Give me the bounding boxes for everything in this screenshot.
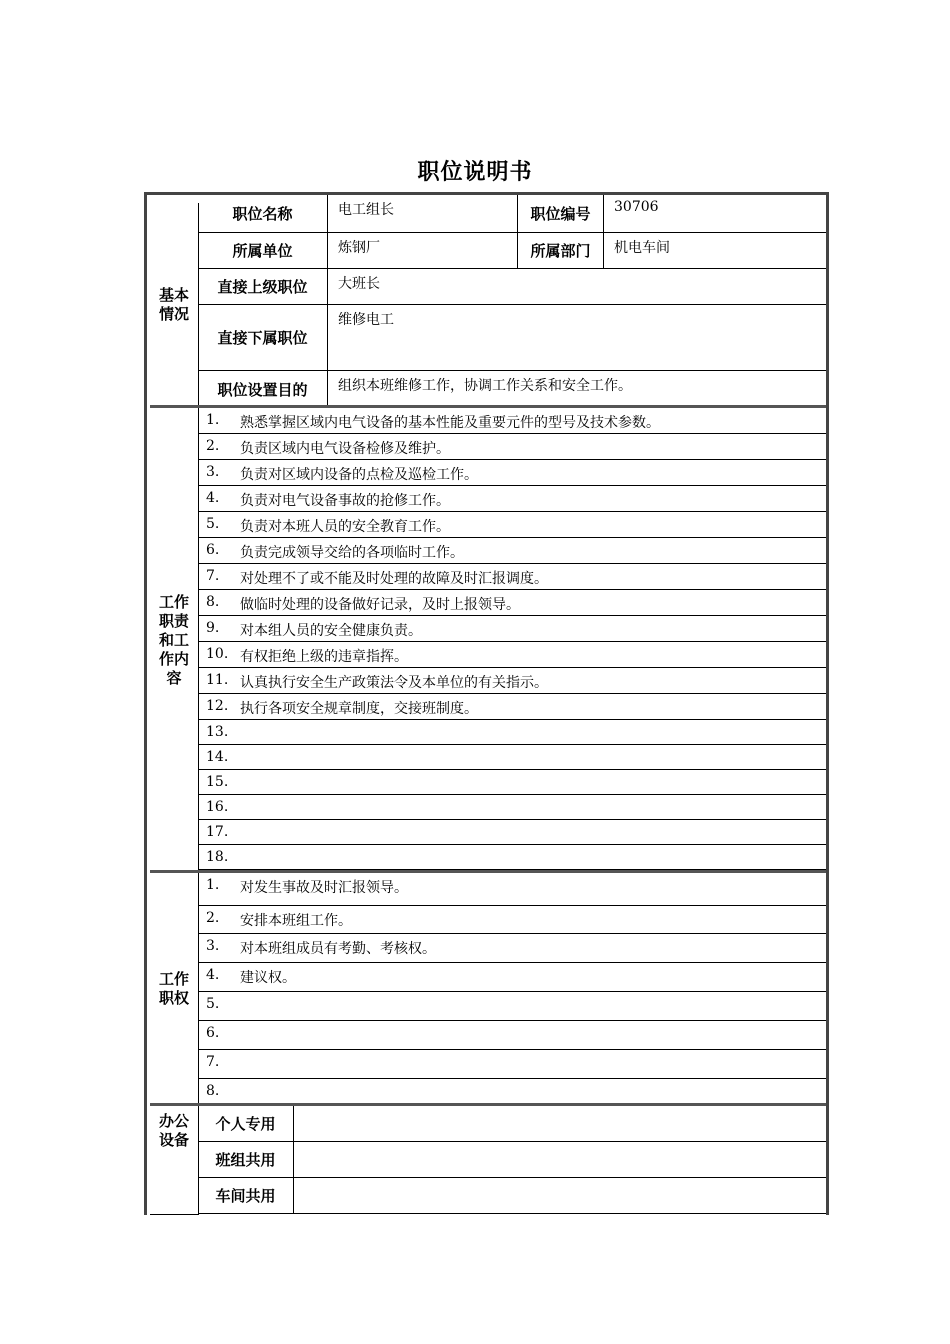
list-item [198,642,826,668]
item-number: 9. [206,620,220,636]
item-number: 7. [206,568,220,584]
list-item [198,720,826,745]
item-number: 5. [206,996,220,1012]
item-text: 负责完成领导交给的各项临时工作。 [240,545,464,561]
row-unit [198,233,826,269]
duties-label [150,408,199,872]
row-purpose [198,371,826,407]
list-item [198,694,826,720]
duties-list [198,408,826,870]
list-item [198,745,826,770]
item-number: 18. [206,849,229,865]
item-number: 4. [206,967,220,983]
item-text: 负责对区域内设备的点检及巡检工作。 [240,467,478,483]
unit-value: 炼钢厂 [328,233,518,268]
position-name-label: 职位名称 [198,195,328,232]
list-item [198,845,826,870]
item-text: 对发生事故及时汇报领导。 [240,880,408,896]
item-text: 对本班组成员有考勤、考核权。 [240,941,436,957]
list-item [198,873,826,906]
basic-info-section [150,195,826,407]
purpose-value: 组织本班维修工作，协调工作关系和安全工作。 [338,378,632,394]
list-item [198,486,826,512]
list-item [198,963,826,992]
dept-value: 机电车间 [614,240,670,256]
item-number: 2. [206,438,220,454]
position-name-value: 电工组长 [328,195,518,232]
item-number: 6. [206,542,220,558]
list-item [198,934,826,963]
item-number: 8. [206,1083,220,1099]
item-number: 17. [206,824,229,840]
list-item [198,1050,826,1079]
equipment-label [150,1106,199,1215]
item-number: 8. [206,594,220,610]
list-item [198,795,826,820]
list-item [198,590,826,616]
item-number: 6. [206,1025,220,1041]
superior-label: 直接上级职位 [198,269,328,304]
equipment-row-label: 车间共用 [198,1178,294,1213]
item-number: 10. [206,646,229,662]
item-number: 11. [206,672,229,688]
equipment-row-label: 班组共用 [198,1142,294,1177]
unit-label: 所属单位 [198,233,328,268]
subordinate-label: 直接下属职位 [198,305,328,370]
superior-value: 大班长 [338,276,380,292]
item-text: 负责对本班人员的安全教育工作。 [240,519,450,535]
equipment-list [198,1106,826,1214]
item-text: 做临时处理的设备做好记录，及时上报领导。 [240,597,520,613]
item-number: 2. [206,910,220,926]
basic-info-label [150,203,199,407]
list-item [198,538,826,564]
list-item [198,820,826,845]
item-text: 负责对电气设备事故的抢修工作。 [240,493,450,509]
basic-info-label-text: 基本 情况 [158,286,189,323]
item-number: 14. [206,749,229,765]
item-number: 16. [206,799,229,815]
item-text: 熟悉掌握区域内电气设备的基本性能及重要元件的型号及技术参数。 [240,415,660,431]
item-text: 对本组人员的安全健康负责。 [240,623,422,639]
duties-label-text: 工作 职责 和工 作内 容 [158,592,189,687]
list-item [198,770,826,795]
equipment-row-value [294,1142,826,1177]
page-title: 职位说明书 [417,160,533,185]
subordinate-value: 维修电工 [338,312,394,328]
item-number: 13. [206,724,229,740]
dept-label: 所属部门 [518,233,604,268]
item-text: 认真执行安全生产政策法令及本单位的有关指示。 [240,675,548,691]
equipment-section [150,1103,826,1215]
list-item [198,1021,826,1050]
list-item [198,564,826,590]
row-subordinate [198,305,826,371]
equipment-row-label: 个人专用 [198,1106,294,1141]
equipment-row [198,1142,826,1178]
authority-label [150,873,199,1105]
list-item [198,512,826,538]
equipment-row [198,1178,826,1214]
equipment-row-value [294,1106,826,1141]
item-number: 4. [206,490,220,506]
list-item [198,460,826,486]
equipment-label-text: 办公 设备 [158,1112,189,1149]
position-code-label: 职位编号 [518,195,604,232]
list-item [198,408,826,434]
position-code-value: 30706 [614,199,659,215]
list-item [198,668,826,694]
item-number: 12. [206,698,229,714]
list-item [198,992,826,1021]
authority-list [198,873,826,1106]
item-text: 负责区域内电气设备检修及维护。 [240,441,450,457]
item-number: 7. [206,1054,220,1070]
purpose-label: 职位设置目的 [198,371,328,407]
authority-label-text: 工作 职权 [158,970,189,1007]
item-number: 3. [206,464,220,480]
item-number: 1. [206,412,220,428]
item-number: 5. [206,516,220,532]
item-text: 有权拒绝上级的违章指挥。 [240,649,408,665]
equipment-row-value [294,1178,826,1213]
item-text: 执行各项安全规章制度，交接班制度。 [240,701,478,717]
list-item [198,906,826,934]
row-superior [198,269,826,305]
list-item [198,1079,826,1106]
list-item [198,616,826,642]
item-text: 建议权。 [240,970,296,986]
row-position-name [198,195,826,233]
equipment-row [198,1106,826,1142]
item-number: 1. [206,877,220,893]
item-number: 3. [206,938,220,954]
item-text: 对处理不了或不能及时处理的故障及时汇报调度。 [240,571,548,587]
duties-section [150,405,826,872]
item-number: 15. [206,774,229,790]
list-item [198,434,826,460]
authority-section [150,870,826,1105]
item-text: 安排本班组工作。 [240,913,352,929]
